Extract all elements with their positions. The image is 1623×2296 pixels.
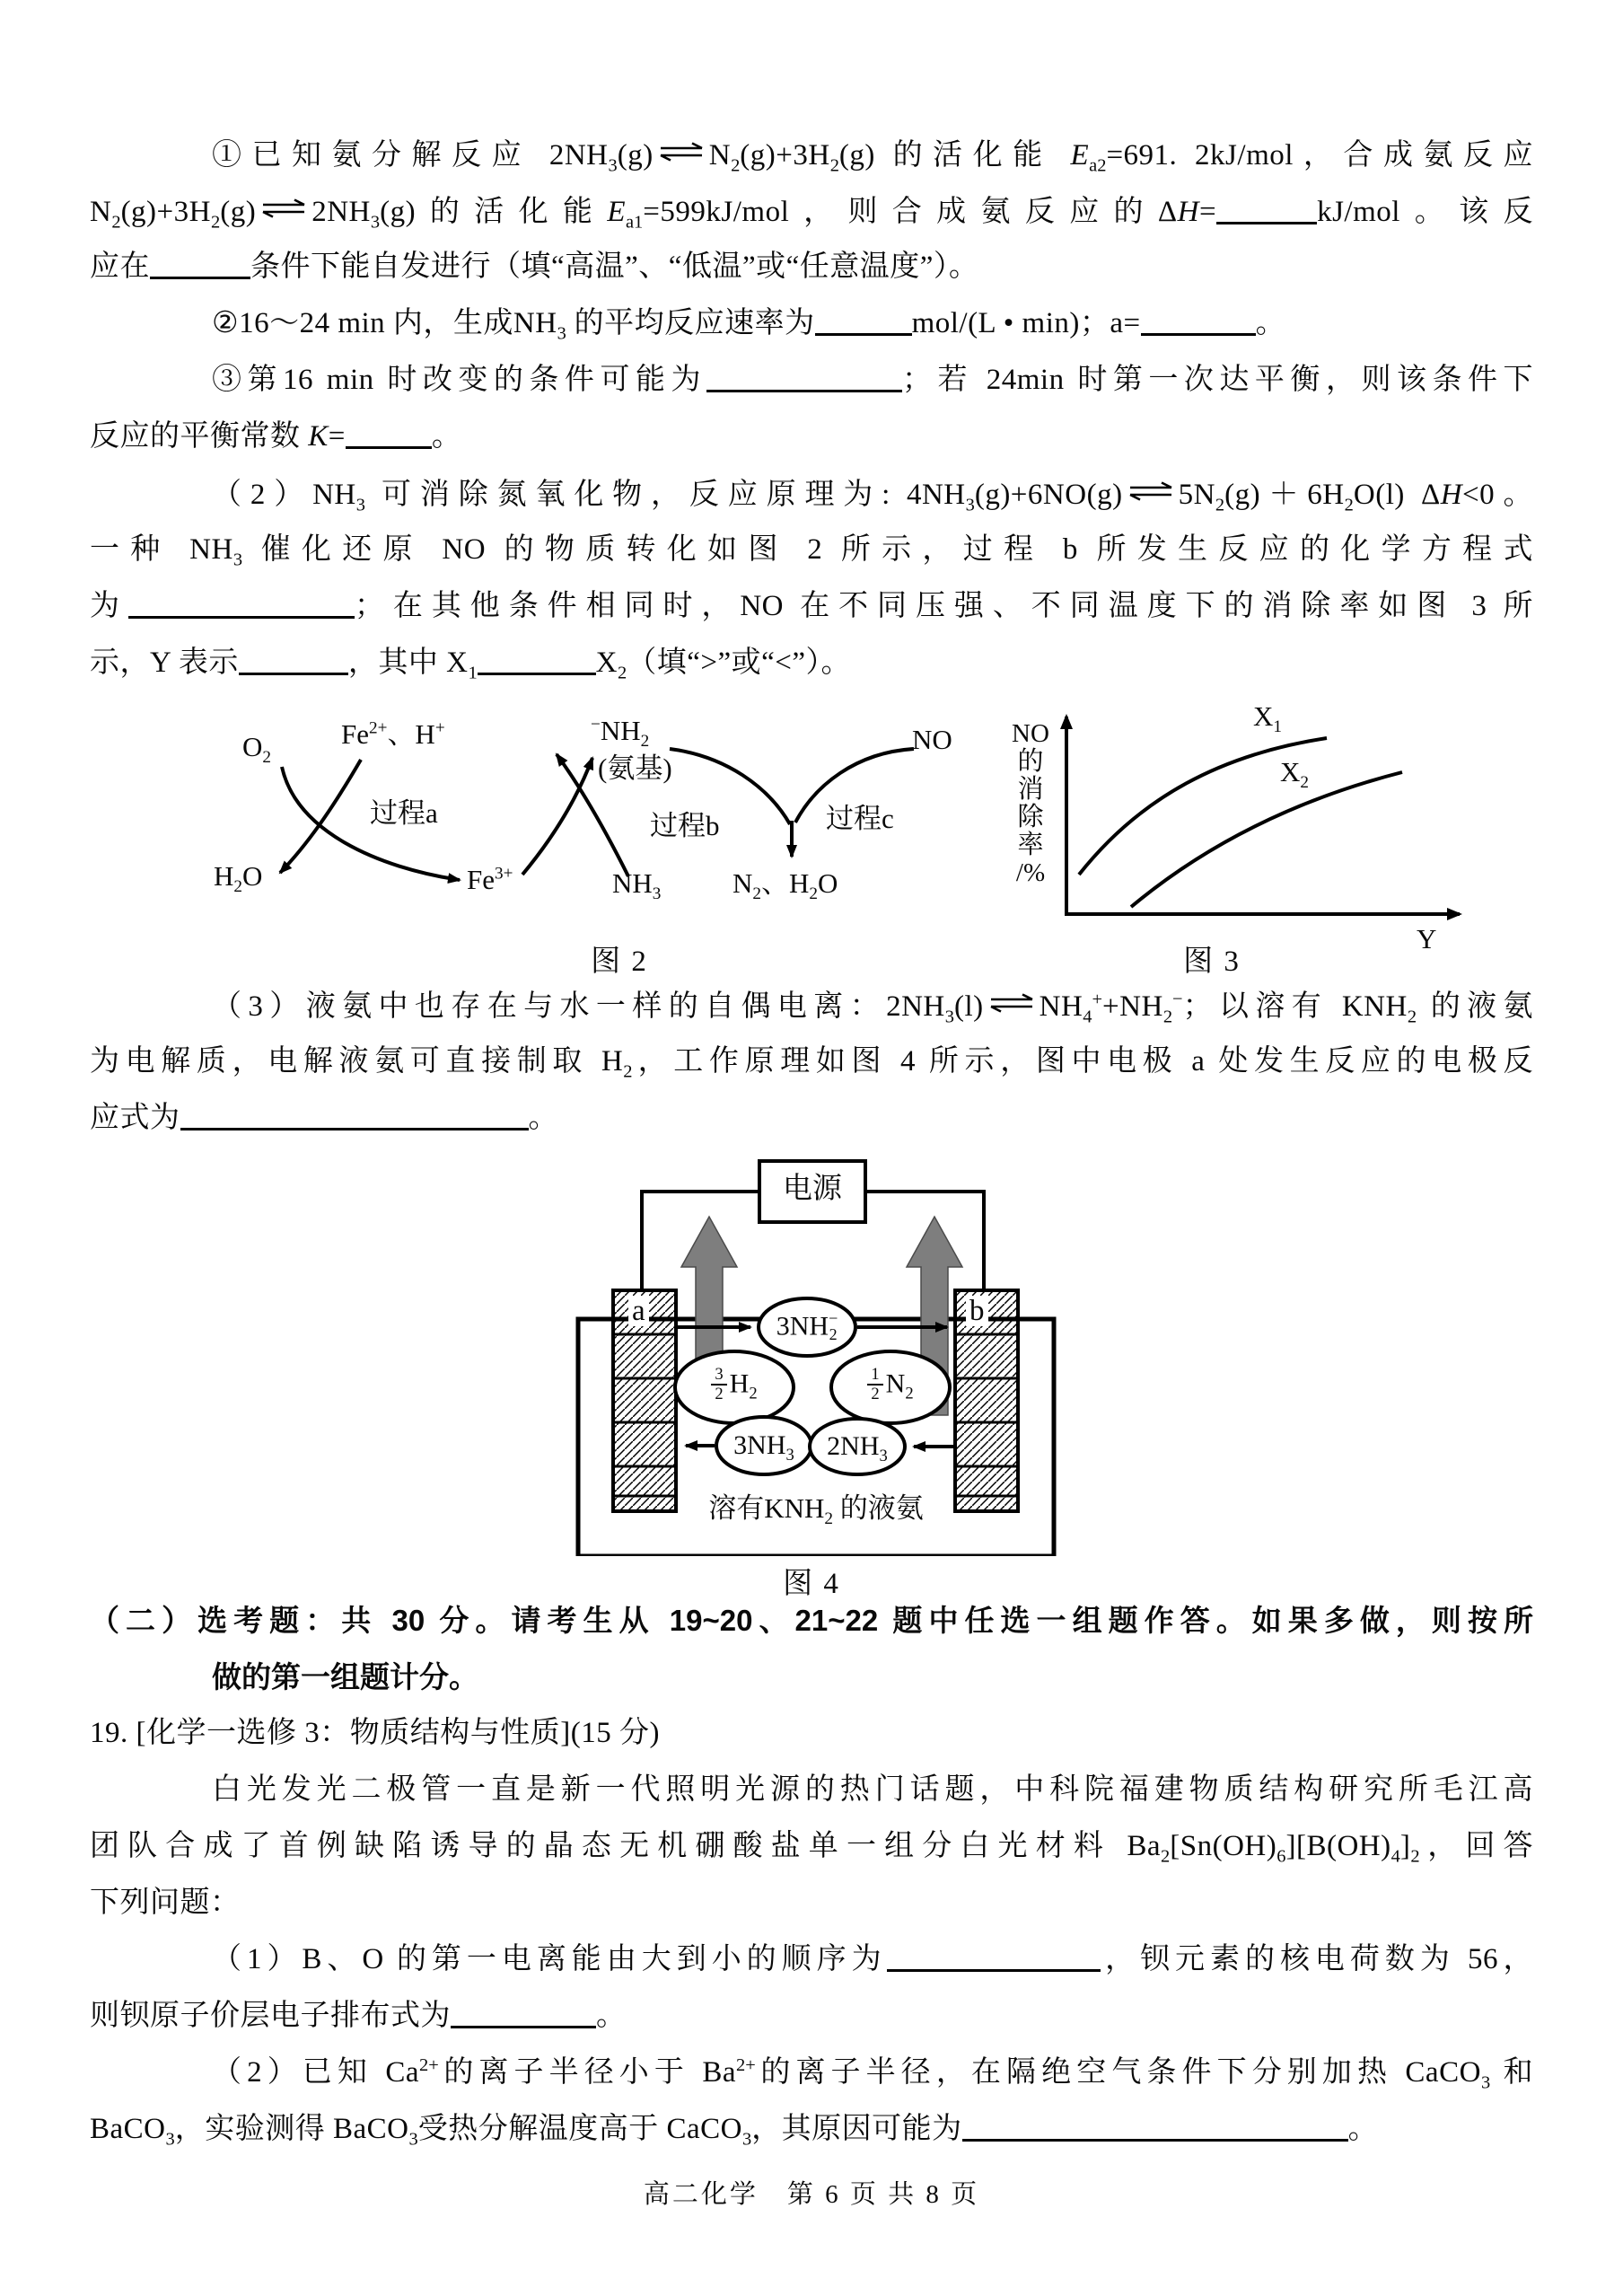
text-line-q19s2-2: BaCO$_3$，实验测得 BaCO$_3$受热分解温度高于 CaCO$_3$，其原因可能为 。: [90, 2101, 1533, 2158]
figures-row: [90, 697, 1533, 977]
text-line-q1-1: ①已知氨分解反应 $2NH_3(g)$ $N_2(g)+3H_2(g)$ 的活化能 $E_{a2}=691$. 2kJ/mol，合成氨反应: [90, 126, 1533, 182]
fig2-label-fe2: $Fe^{2+}$、H+: [341, 718, 445, 750]
answer-blank: [887, 1940, 1101, 1972]
fig2-label-h2o: $H_2O$: [214, 860, 263, 897]
figure-3-caption: 图 3: [1183, 946, 1241, 978]
equilibrium-arrow-icon: [988, 977, 1035, 1034]
fig4-h2-label: $\frac{3}{2}$ $H_2$: [675, 1366, 794, 1403]
answer-blank: [706, 360, 902, 392]
fig2-label-process-b: 过程b: [650, 810, 720, 841]
text-line-q19s2-1: （2）已知 $Ca^{2+}$的离子半径小于 $Ba^{2+}$的离子半径，在隔绝空气条件下分别加热 CaCO$_3$ 和: [212, 2055, 1534, 2093]
text-line-q19-3: 下列问题：: [90, 1887, 241, 1919]
fig4-power-label: 电源: [783, 1173, 842, 1205]
answer-blank: [346, 417, 432, 449]
text-line-s2-2: 一种 $NH_3$ 催化还原 NO 的物质转化如图 2 所示，过程 b 所发生反应的化学方程式: [90, 533, 1533, 570]
answer-blank: [962, 2109, 1348, 2142]
fig3-y-axis-label: NO 的 消 除 率 /%: [1012, 719, 1049, 887]
fig4-3nh3-label: $3NH_3$: [733, 1430, 794, 1465]
fig2-label-fe3: $Fe^{3+}$: [467, 864, 513, 895]
answer-blank: [128, 586, 355, 619]
text-line-q19s1-2: 则钡原子价层电子排布式为 。: [90, 1988, 1533, 2045]
figure-4-diagram: [560, 1150, 1063, 1600]
fig2-label-process-a: 过程a: [370, 797, 438, 829]
text-line-q3-1: ③第16 min 时改变的条件可能为 ；若 24min 时第一次达平衡，则该条件下: [90, 352, 1533, 409]
answer-blank: [815, 303, 912, 336]
figure-3-axes: [996, 697, 1526, 977]
fig4-2nh3-label: $2NH_3$: [827, 1431, 888, 1465]
figure-2-caption: 图 2: [591, 946, 648, 978]
answer-blank: [1141, 303, 1256, 336]
answer-blank: [180, 1098, 529, 1130]
fig2-label-anji: (氨基): [598, 752, 672, 784]
fig4-n2-label: $\frac{1}{2}$ $N_2$: [831, 1366, 950, 1403]
answer-blank: [239, 643, 348, 675]
equilibrium-arrow-icon: [658, 126, 705, 182]
figure-2-diagram: [206, 697, 996, 977]
text-line-s3-1: （3）液氨中也存在与水一样的自偶电离：$2NH_3(l)$ $NH_4^++NH_2^-$；以溶有 $KNH_2$ 的液氨: [90, 977, 1533, 1034]
text-line-s3-2: 为电解质，电解液氨可直接制取 $H_2$，工作原理如图 4 所示，图中电极 a 处发生反应的电极反: [90, 1045, 1533, 1082]
fig3-curve2-label: $X_2$: [1280, 756, 1309, 793]
text-line-q19s1-1: （1）B、O 的第一电离能由大到小的顺序为 ，钡元素的核电荷数为 56，: [90, 1931, 1533, 1988]
text-line-s2-1: $(2)NH_3$ 可消除氮氧化物，反应原理为: $4NH_3(g)+6NO(g)$ $5N_2(g)+6H_2O(l)$ ΔH<0。: [90, 465, 1533, 522]
fig2-label-nh2: $^-NH_2$: [591, 715, 650, 752]
answer-blank: [150, 247, 250, 279]
answer-blank: [451, 1996, 596, 2028]
fig2-label-o2: $O_2$: [242, 731, 271, 768]
text-line-q19-1: 白光发光二极管一直是新一代照明光源的热门话题，中科院福建物质结构研究所毛江高: [212, 1773, 1533, 1806]
fig2-label-process-c: 过程c: [826, 803, 894, 834]
fig4-electrode-a-label: a: [628, 1296, 649, 1326]
answer-blank: [1216, 192, 1317, 224]
fig4-solution-label: 溶有$KNH_2$ 的液氨: [708, 1492, 924, 1529]
fig2-label-nh3: $NH_3$: [612, 867, 662, 904]
text-line-s2-4: 示，Y 表示 ，其中 $X_1$ $X_2$（填“>”或“<”）。: [90, 635, 1533, 691]
fig4-electrode-b-label: b: [966, 1296, 988, 1326]
text-line-s3-3: 应式为 。: [90, 1090, 1533, 1147]
section-2-heading-line1: （二）选考题：共 30 分。请考生从 19~20、21~22 题中任选一组题作答。如果多做，则按所: [90, 1604, 1533, 1637]
text-line-q3-2: 反应的平衡常数 K= 。: [90, 409, 1533, 465]
fig2-label-n2h2o: $N_2$、$H_2O$: [733, 867, 838, 904]
answer-blank: [478, 643, 596, 675]
fig2-label-no: NO: [912, 724, 952, 755]
fig4-nh2-label: 3NH − 2: [776, 1309, 838, 1344]
fig3-x-axis-label: Y: [1417, 923, 1437, 954]
text-line-s2-3: 为 ；在其他条件相同时，NO 在不同压强、不同温度下的消除率如图 3 所: [90, 578, 1533, 635]
equilibrium-arrow-icon: [260, 182, 307, 239]
text-line-q1-3: 应在 条件下能自发进行（填“高温”、“低温”或“任意温度”）。: [90, 239, 1533, 295]
fig3-curve1-label: $X_1$: [1253, 700, 1282, 737]
text-line-q19-title: 19. [化学一选修 3：物质结构与性质](15 分): [90, 1717, 660, 1749]
section-2-heading-line2: 做的第一组题计分。: [212, 1660, 478, 1693]
figure-4-caption: 图 4: [783, 1568, 840, 1600]
text-line-q2: ②16～24 min 内，生成$NH_3$ 的平均反应速率为 mol/(L • min)；a= 。: [90, 295, 1533, 352]
figure-3-chart: [996, 697, 1526, 977]
page-footer: 高二化学 第 6 页 共 8 页: [643, 2180, 980, 2209]
equilibrium-arrow-icon: [1127, 465, 1174, 522]
text-line-q1-2: $N_2(g)+3H_2(g)$ $2NH_3(g)$的活化能$E_{a1}=599kJ$/mol，则合成氨反应的ΔH= kJ/mol。该反: [90, 182, 1533, 239]
text-line-q19-2: 团队合成了首例缺陷诱导的晶态无机硼酸盐单一组分白光材料 $Ba_2[Sn(OH)_6][B(OH)_4]_2$，回答: [90, 1830, 1533, 1867]
